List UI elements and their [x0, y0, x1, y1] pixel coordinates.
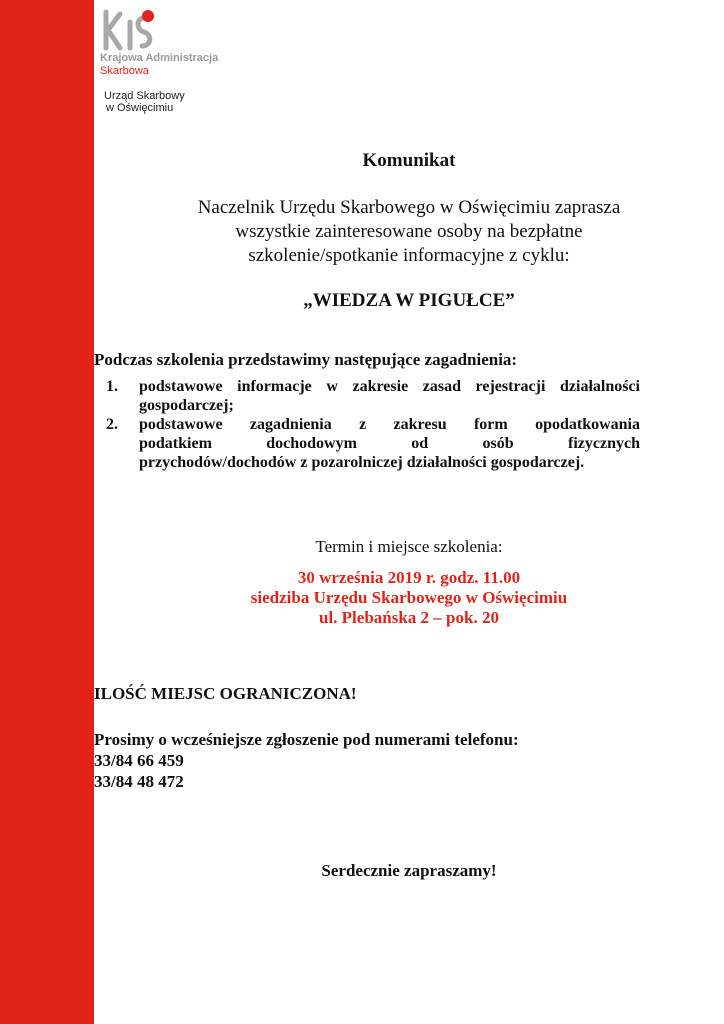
term-label: Termin i miejsce szkolenia:: [315, 537, 503, 556]
phone-number: 33/84 66 459: [94, 751, 184, 770]
logo-subname: Skarbowa: [100, 65, 149, 77]
term-address: ul. Plebańska 2 – pok. 20: [319, 608, 499, 627]
topics-heading: Podczas szkolenia przedstawimy następujące zagadnienia:: [94, 350, 518, 369]
list-item: [106, 377, 640, 415]
closing-line: Serdecznie zapraszamy!: [321, 861, 497, 880]
list-item: [106, 415, 640, 472]
request-text: Prosimy o wcześniejsze zgłoszenie pod numerami telefonu:: [94, 730, 519, 749]
list-number: 2.: [106, 416, 118, 433]
kas-emblem-icon: [100, 8, 160, 52]
intro-paragraph: [94, 196, 724, 268]
term-details: [94, 568, 724, 628]
list-line: podatkiem dochodowym od osób fizycznych: [139, 435, 640, 452]
registration-request: [94, 729, 519, 792]
intro-line: szkolenie/spotkanie informacyjne z cyklu:: [248, 245, 570, 266]
list-line: gospodarczej;: [139, 397, 234, 414]
list-line: przychodów/dochodów z pozarolniczej działalności gospodarczej.: [139, 454, 585, 471]
seats-limited-notice: ILOŚĆ MIEJSC OGRANICZONA!: [94, 684, 357, 703]
office-label: [104, 90, 185, 114]
page-title: Komunikat: [362, 150, 456, 171]
logo-name: Krajowa Administracja: [100, 52, 219, 64]
event-slogan: „WIEDZA W PIGUŁCE”: [303, 290, 515, 311]
office-line: Urząd Skarbowy: [104, 90, 185, 102]
term-date: 30 września 2019 r. godz. 11.00: [297, 568, 521, 587]
list-number: 1.: [106, 378, 118, 395]
intro-line: wszystkie zainteresowane osoby na bezpłatne: [235, 221, 583, 242]
list-line: podstawowe zagadnienia z zakresu form opodatkowania: [139, 416, 640, 433]
term-venue: siedziba Urzędu Skarbowego w Oświęcimiu: [250, 588, 568, 607]
red-side-bar: [0, 0, 94, 1024]
office-line: w Oświęcimiu: [106, 102, 174, 114]
topics-list: [106, 377, 640, 472]
intro-line: Naczelnik Urzędu Skarbowego w Oświęcimiu zaprasza: [197, 197, 621, 218]
phone-number: 33/84 48 472: [94, 772, 184, 791]
list-line: podstawowe informacje w zakresie zasad rejestracji działalności: [139, 378, 640, 395]
